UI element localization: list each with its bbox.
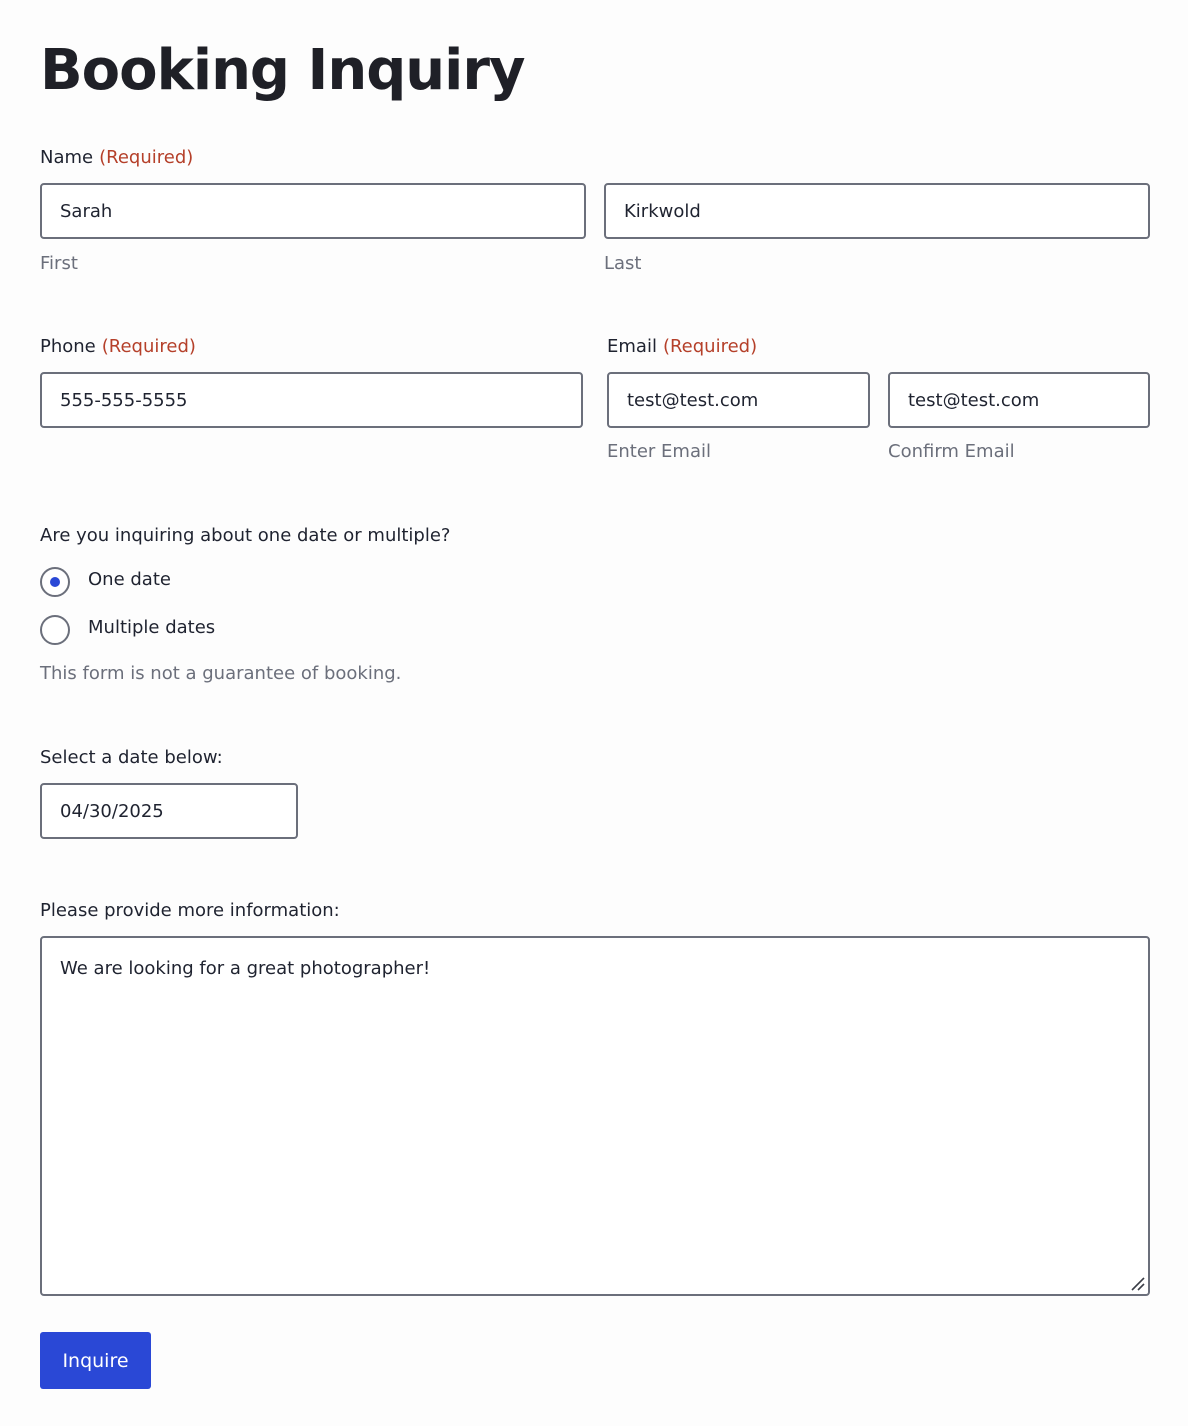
last-name-sublabel: Last <box>604 253 642 274</box>
phone-required-marker: (Required) <box>101 336 196 357</box>
first-name-sublabel: First <box>40 253 78 274</box>
phone-input[interactable] <box>40 372 583 428</box>
resize-handle-icon[interactable] <box>1131 1277 1145 1291</box>
last-name-input[interactable] <box>604 183 1150 239</box>
name-required-marker: (Required) <box>99 147 194 168</box>
email-label <box>607 335 757 359</box>
confirm-email-input[interactable] <box>888 372 1150 428</box>
radio-option-label[interactable]: Multiple dates <box>88 616 216 638</box>
date-choice-question: Are you inquiring about one date or multiple? <box>40 525 451 546</box>
phone-label <box>40 335 196 359</box>
more-info-textarea[interactable] <box>40 936 1150 1296</box>
inquire-button[interactable]: Inquire <box>40 1332 151 1389</box>
name-label-text: Name <box>40 147 94 168</box>
email-input[interactable] <box>607 372 870 428</box>
email-label-text: Email <box>607 336 657 357</box>
email-sublabel: Enter Email <box>607 441 711 462</box>
email-required-marker: (Required) <box>662 336 758 357</box>
first-name-input[interactable] <box>40 183 586 239</box>
radio-option-one-date[interactable] <box>40 567 171 597</box>
radio-button-checked[interactable] <box>40 567 70 597</box>
name-label <box>40 146 193 170</box>
radio-button-unchecked[interactable] <box>40 615 70 645</box>
confirm-email-sublabel: Confirm Email <box>888 441 1015 462</box>
more-info-label: Please provide more information: <box>40 900 340 921</box>
date-select-label: Select a date below: <box>40 747 223 768</box>
phone-label-text: Phone <box>40 336 96 357</box>
booking-notice: This form is not a guarantee of booking. <box>40 663 402 684</box>
date-input[interactable] <box>40 783 298 839</box>
radio-option-multiple-dates[interactable] <box>40 615 215 645</box>
radio-option-label[interactable]: One date <box>88 568 171 590</box>
page-title: Booking Inquiry <box>40 38 525 103</box>
